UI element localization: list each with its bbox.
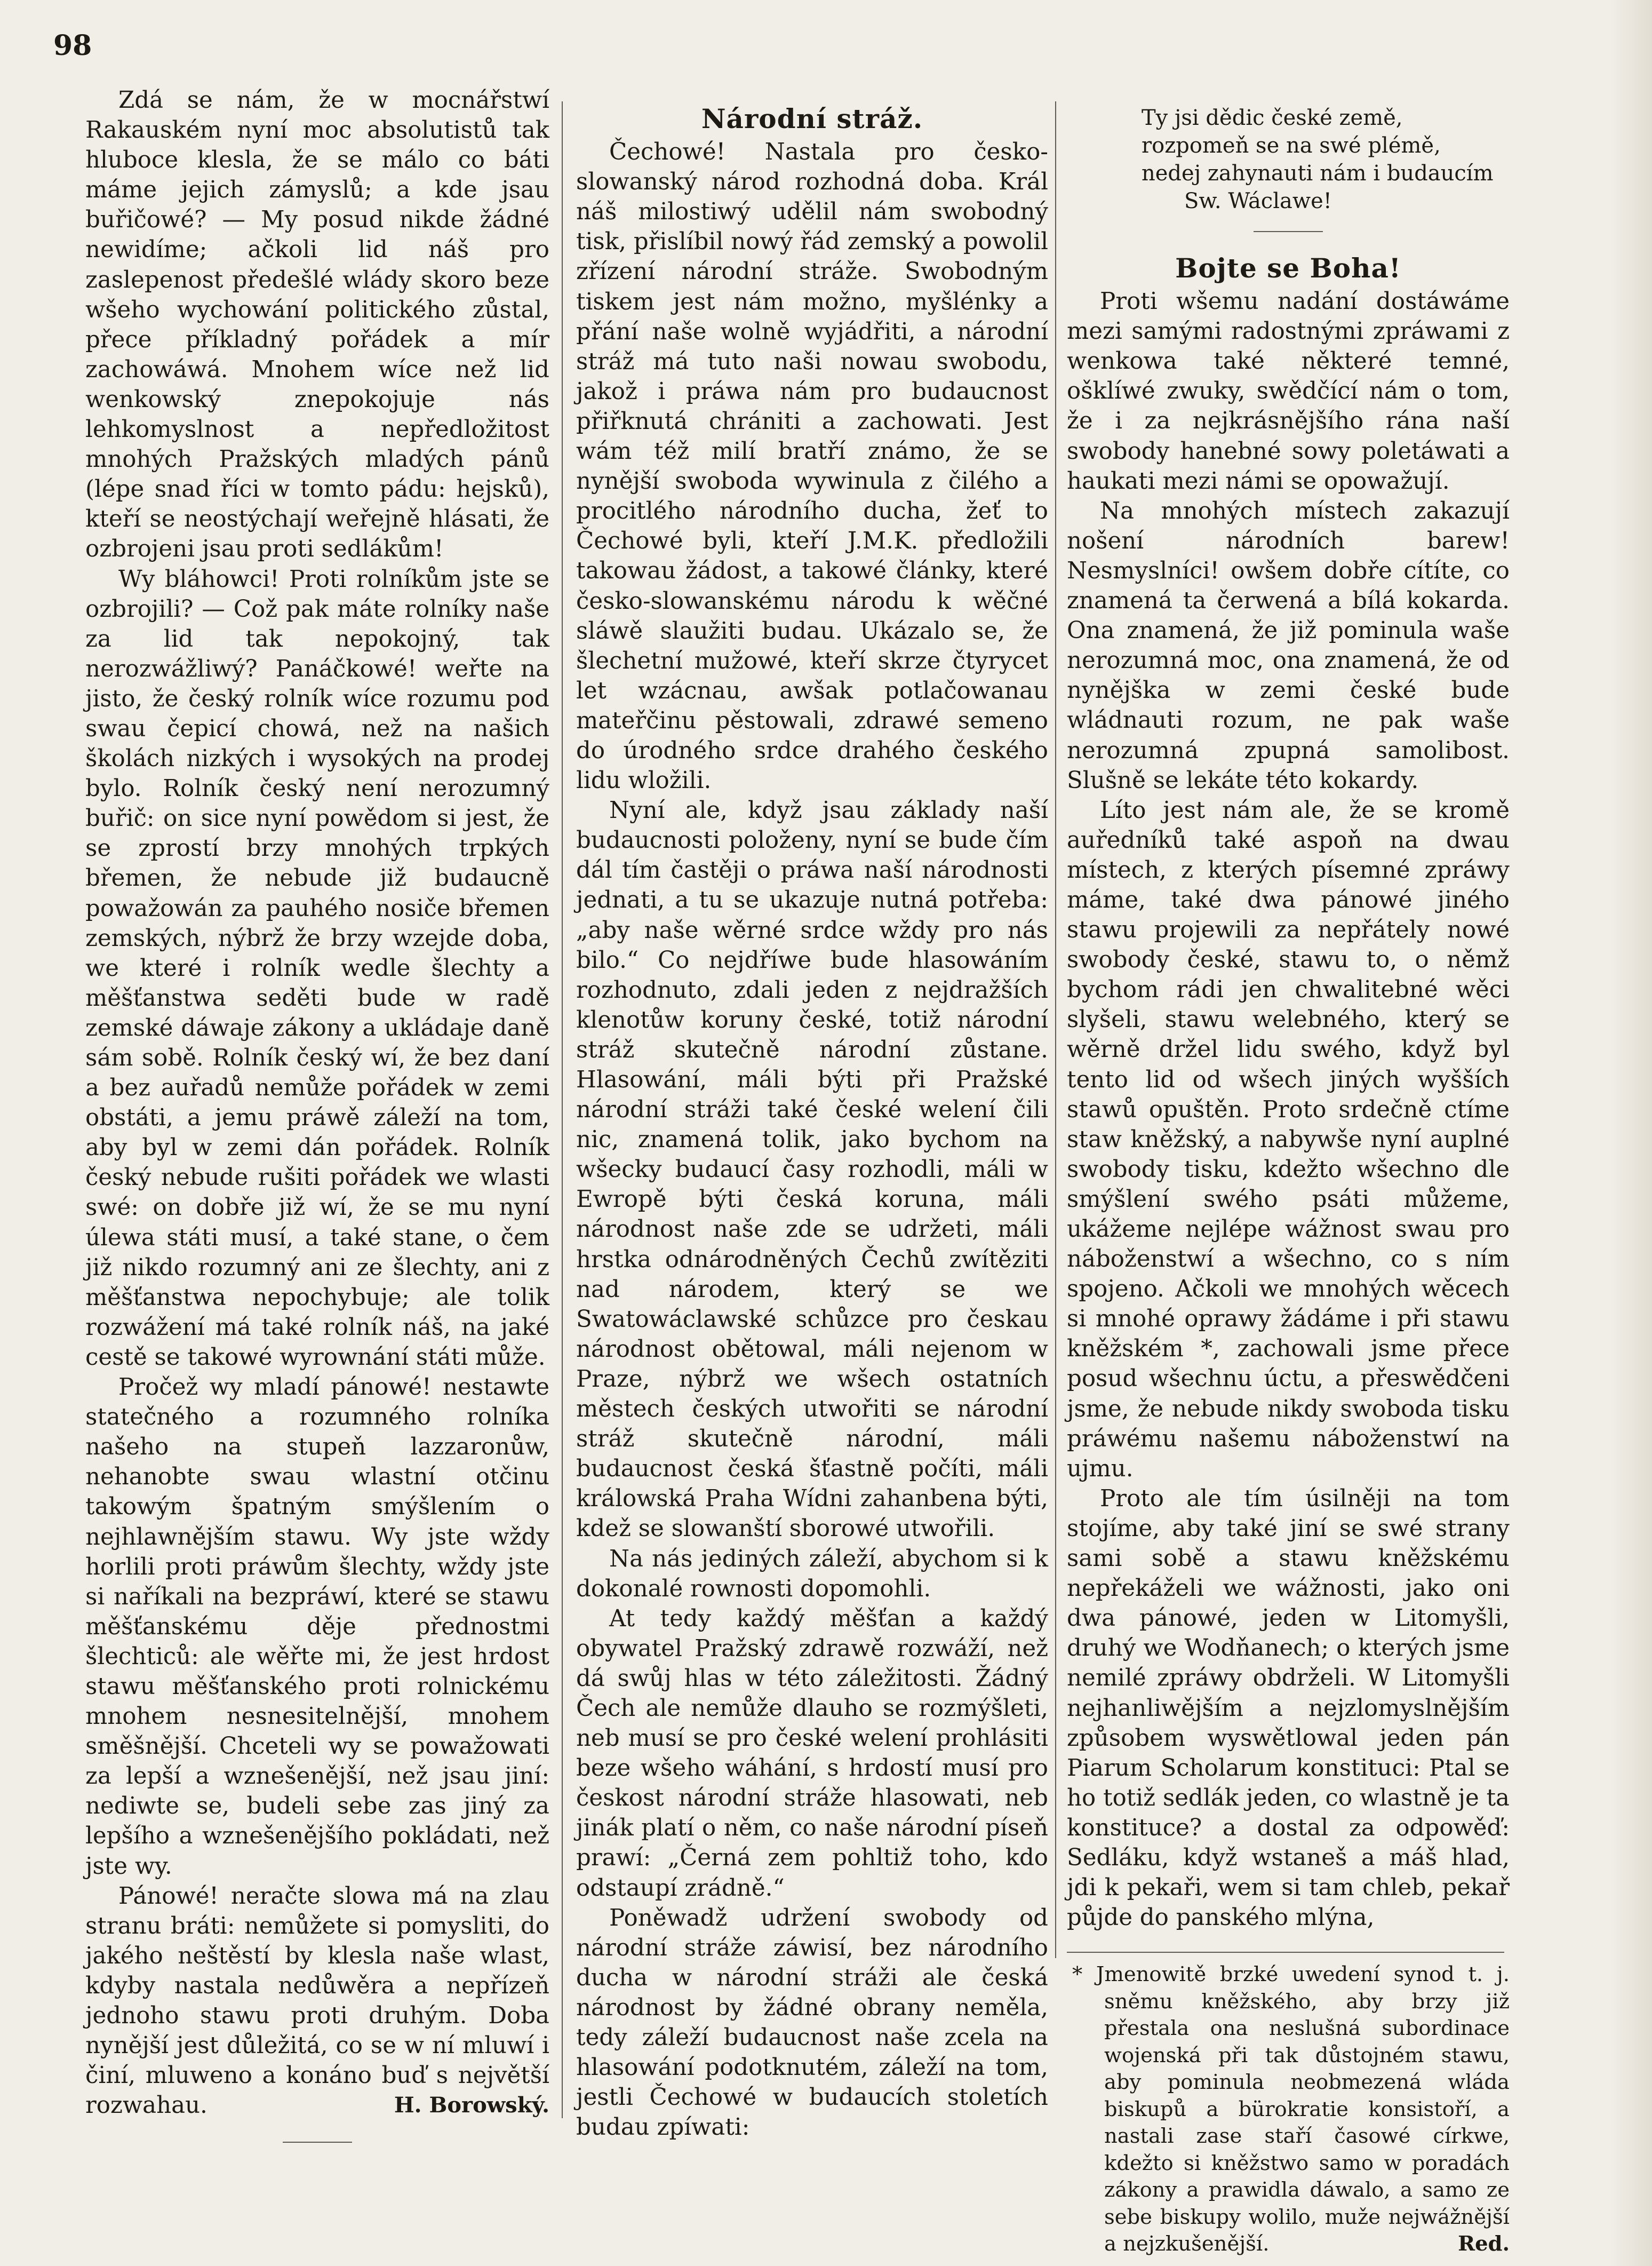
end-rule: [283, 2142, 352, 2143]
footnote: [1067, 1961, 1510, 2258]
article-paragraph: Zdá se nám, že w mocnářstwí Rakauském nyní moc absolutistů tak hluboce klesla, že se málo co báti máme jejich zámyslů; a kde jsau buřičowé? — My posud nikde žádné newidíme; ačkoli lid náš pro zaslepenost předešlé wlády skoro beze wšeho wychowání politického zůstal, přece příkladný pořádek a mír zachowáwá. Mnohem wíce než lid wenkowský znepokojuje nás lehkomyslnost a nepředložitost mnohých Pražských mladých pánů (lépe snad říci w tomto pádu: hejsků), kteří se neostýchají weřejně hlásati, že ozbrojeni jsau proti sedlákům!: [85, 87, 549, 563]
poem-line: rozpomeň se na swé plémě,: [1142, 133, 1441, 158]
article-paragraph: Nyní ale, když jsau základy naší budaucnosti položeny, nyní se bude čím dál tím častěji o práwa naší národnosti jednati, a tu se ukazuje nutná potřeba: „aby naše wěrné srdce wždy pro nás bilo.“ Co nejdříwe bude hlasowáním rozhodnuto, zdali jeden z nejdražších klenotůw koruny české, totiž národní stráž skutečně národní zůstane. Hlasowání, máli býti při Pražské národní stráži také české welení čili nic, znamená tolik, jako bychom na wšecky budaucí časy rozhodli, máli w Ewropě býti česká koruna, máli národnost naše zde se udržeti, máli hrstka odnárodněných Čechů zwítěziti nad národem, který se we Swatowáclawské schůzce pro českau národnost obětowal, máli nejenom w Praze, nýbrž we wšech ostatních městech českých utwořiti se národní stráž skutečně národní, máli budaucnost česká šťastně počíti, máli králowská Praha Wídni zahanbena býti, kdež se slowanští sborowé utwořili.: [576, 797, 1048, 1543]
column-rule-left: [562, 101, 563, 2118]
footnote-text: * Jmenowitě brzké uwedení synod t. j. sněmu kněžského, aby brzy již přestala ona neslušná subordinace wojenská při tak důstojném stawu, aby pominula neobmezená wláda biskupů a bürokratie konsistoří, a nastali zase staří časowé církwe, kdežto si kněžstwo samo w poradách zákony a prawidla dáwalo, a samo ze sebe biskupy wolilo, muže nejwážnější a nejzkušenější.: [1072, 1962, 1510, 2256]
article-paragraph: Na nás jediných záleží, abychom si k dokonalé rownosti dopomohli.: [576, 1545, 1048, 1602]
article-paragraph: Pročež wy mladí pánowé! nestawte statečného a rozumného rolníka našeho na stupeň lazzaronůw, nehanobte swau wlastní otčinu takowým špatným smýšlením o nejhlawnějším stawu. Wy jste wždy horlili proti práwům šlechty, wždy jste si naříkali na bezpráwí, které se stawu měšťanskému děje přednostmi šlechticů: ale wěřte mi, že jest hrdost stawu měšťanského proti rolnickému mnohem nesnesitelnější, mnohem směšnější. Chceteli wy se powažowati za lepší a wznešenější, než jsau jiní: nediwte se, budeli sebe zas jiný za lepšího a wznešenějšího pokládati, než jste wy.: [85, 1374, 549, 1880]
article-paragraph: Proti wšemu nadání dostáwáme mezi samými radostnými zpráwami z wenkowa také některé temné, ošklíwé zwuky, swědčící nám o tom, že i za nejkrásnějšího rána naší swobody hanebné sowy poletáwati a haukati mezi námi se opowažují.: [1067, 288, 1510, 495]
article-paragraph: Čechowé! Nastala pro česko-slowanský národ rozhodná doba. Král náš milostiwý udělil nám swobodný tisk, přislíbil nowý řád zemský a powolil zřízení národní stráže. Swobodným tiskem jest nám možno, myšlénky a přání naše wolně wyjádřiti, a národní stráž má tuto naši nowau swobodu, jakož i práwa nám pro budaucnost přiřknutá chrániti a zachowati. Jest wám též milí bratří známo, že se nynější swoboda wywinula z čilého a procitlého národního ducha, žeť to Čechowé byli, kteří J.M.K. předložili takowau žádost, a takowé články, které česko-slowanskému národu k wěčné sláwě slaužiti budau. Ukázalo se, že šlechetní mužowé, kteří skrze čtyrycet let wzácnau, awšak potlačowanau mateřčinu pěstowali, zdrawé semeno do úrodného srdce drahého českého lidu wložili.: [576, 139, 1048, 794]
author-signature: H. Borowský.: [394, 2093, 549, 2118]
section-rule: [1254, 231, 1323, 232]
article-paragraph: Proto ale tím úsilněji na tom stojíme, aby také jiní se swé strany sami sobě a stawu kněžskému nepřekáželi we wážnosti, jako oni dwa pánowé, jeden w Litomyšli, druhý we Wodňanech; o kterých jsme nemilé zpráwy obdrželi. W Litomyšli nejhanliwějším a nejzlomyslnějším způsobem wyswětlowal jeden pán Piarum Scholarum konstituci: Ptal se ho totiž sedlák jeden, co wlastně je ta konstituce? a dostal za odpowěď: Sedláku, když wstaneš a máš hlad, jdi k pekaři, wem si tam chleb, pekař půjde do panského mlýna,: [1067, 1485, 1510, 1931]
article-paragraph: Pánowé! neračte slowa má na zlau stranu bráti: nemůžete si pomysliti, do jakého neštěstí by klesla naše wlast, kdyby nastala nedůwěra a nepřízeň jednoho stawu proti druhým. Doba nynější jest důležitá, co se w ní mluwí i činí, mluweno a konáno buď s největší rozwahau.: [85, 1882, 549, 2119]
footnote-sign: Red.: [1458, 2232, 1510, 2256]
article-paragraph: Poněwadž udržení swobody od národní stráže záwisí, bez národního ducha w národní stráži ale česká národnost by žádné obrany neměla, tedy záleží budaucnost naše zcela na hlasowání podotknutém, záleží na tom, jestli Čechowé w budaucích stoletích budau zpíwati:: [576, 1904, 1048, 2141]
column-3: [1067, 104, 1510, 2258]
poem-line: nedej zahynauti nám i budaucím: [1142, 161, 1494, 186]
page-number: 98: [53, 29, 92, 62]
article-paragraph: Wy bláhowci! Proti rolníkům jste se ozbrojili? — Což pak máte rolníky naše za lid tak nepokojný, tak nerozwážliwý? Panáčkowé! weřte na jisto, že český rolník wíce rozumu pod swau čepicí chowá, než na našich školách nizkých i wysokých na prodej bylo. Rolník český není nerozumný buřič: on sice nyní powědom si jest, že se zprostí brzy mnohých trpkých břemen, že nebude již budaucně powažowán za pauhého nosiče břemen zemských, nýbrž že brzy wzejde doba, we které i rolník wedle šlechty a měšťanstwa seděti bude w radě zemské dáwaje zákony a ukládaje daně sám sobě. Rolník český wí, že bez daní a bez auřadů nemůže pořádek w zemi obstáti, a jemu práwě záleží na tom, aby byl w zemi dán pořádek. Rolník český nebude rušiti pořádek we wlasti swé: on dobře již wí, že se mu nyní úlewa státi musí, a také stane, o čem již nikdo rozumný ani ze šlechty, ani z měšťanstwa nepochybuje; ale tolik rozwážení má také rolník náš, na jaké cestě se takowé wyrownání státi může.: [85, 566, 549, 1371]
article-paragraph: Na mnohých místech zakazují nošení národních barew! Nesmyslníci! owšem dobře cítíte, co znamená ta čerwená a bílá kokarda. Ona znamená, že již pominula waše nerozumná moc, ona znamená, že od nynějška w zemi české bude wládnauti rozum, ne pak waše nerozumná zpupná samolibost. Slušně se lekáte této kokardy.: [1067, 497, 1510, 794]
article-heading: Národní stráž.: [701, 103, 923, 134]
article-heading: Bojte se Boha!: [1175, 252, 1401, 284]
poem-line: Ty jsi dědic české země,: [1142, 106, 1403, 130]
column-1: [85, 85, 549, 2153]
page-edge: [1609, 0, 1652, 2266]
article-paragraph: Líto jest nám ale, že se kromě auředníků také aspoň na dwau místech, z kterých písemné zpráwy máme, také dwa pánowé jiného stawu projewili za nepřátely nowé swobody české, stawu to, o němž bychom rádi jen chwalitebné wěci slyšeli, stawu welebného, který se wěrně držel lidu swého, když byl tento lid od wšech jiných wyšších stawů opuštěn. Proto srdečně ctíme staw kněžský, a nabywše nyní auplné swobody tisku, kdežto wšechno dle smýšlení swého psáti můžeme, ukážeme nejlépe wážnost swau pro náboženstwí a wšechno, co s ním spojeno. Ačkoli we mnohých wěcech si mnohé oprawy žádáme i při stawu kněžském *, zachowali jsme přece posud wšechnu úctu, a přeswědčeni jsme, že nebude nikdy swoboda tisku práwému našemu náboženstwí na ujmu.: [1067, 797, 1510, 1482]
article-paragraph: At tedy každý měšťan a každý obywatel Pražský zdrawě rozwáží, než dá swůj hlas w této záležitosti. Žádný Čech ale nemůže dlauho se rozmýšleti, neb musí se pro české welení prohlásiti beze wšeho wáhání, s hrdostí musí pro českost národní stráže hlasowati, neb jinák platí o něm, co naše národní píseň prawí: „Černá zem pohltiž toho, kdo odstaupí zrádně.“: [576, 1605, 1048, 1902]
poem-stanza: [1067, 104, 1510, 215]
column-2: [576, 104, 1048, 2142]
footnote-rule: [1067, 1952, 1504, 1953]
poem-line: Sw. Wáclawe!: [1184, 189, 1332, 213]
column-rule-right: [1055, 101, 1056, 1958]
